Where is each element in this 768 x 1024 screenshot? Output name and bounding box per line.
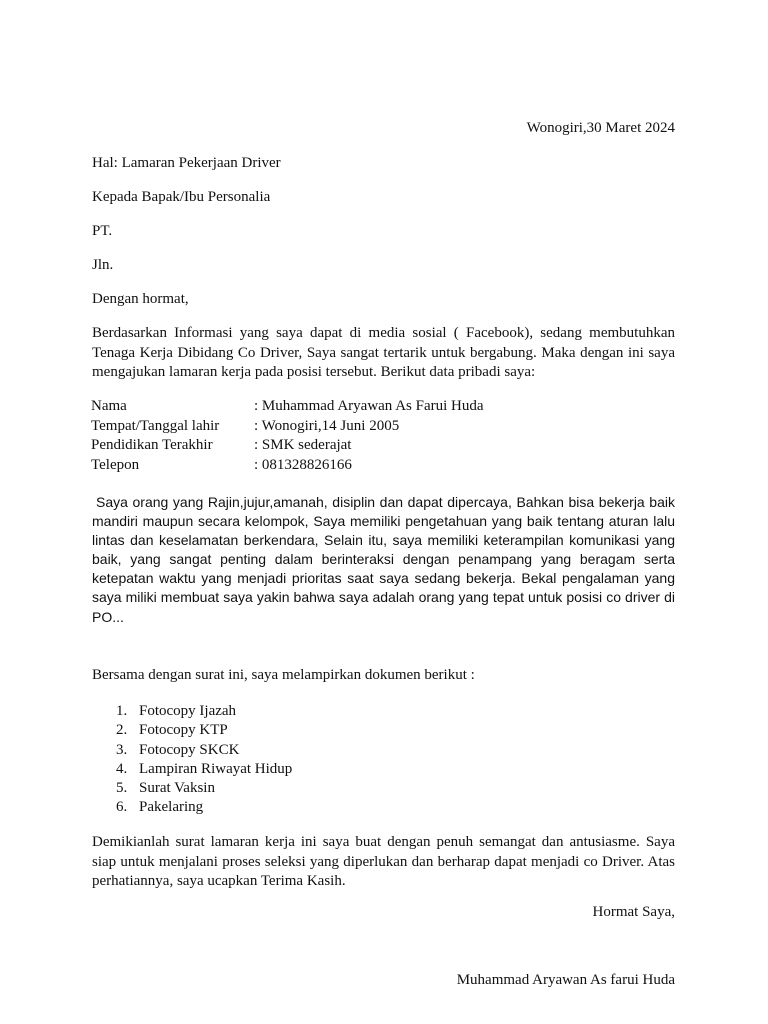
data-label: Nama (91, 398, 127, 414)
data-label: Pendidikan Terakhir (91, 437, 213, 454)
list-item (116, 779, 292, 798)
self-description-text: Saya orang yang Rajin,jujur,amanah, disiplin dan dapat dipercaya, Bahkan bisa bekerja baik mandiri maupun secara kelompok, Saya memiliki pengetahuan yang baik tentang aturan lalu lintas dan keselamatan berkendara, Selain itu, saya memiliki keterampilan komunikasi yang baik, yang sangat penting dalam berinteraksi dengan penampang yang beragam serta ketepatan waktu yang menjadi prioritas saat saya sedang bekerja. Bekal pengalaman yang saya miliki membuat saya yakin bahwa saya adalah orang yang tepat untuk posisi co driver di PO... (92, 494, 675, 625)
intro-paragraph: Berdasarkan Informasi yang saya dapat di media sosial ( Facebook), sedang membutuhkan Tenaga Kerja Dibidang Co Driver, Saya sangat tertarik untuk bergabung. Maka dengan ini saya mengajukan lamaran kerja pada posisi tersebut. Berikut data pribadi saya: (92, 325, 675, 380)
list-item (116, 798, 292, 817)
data-label: Tempat/Tanggal lahir (91, 417, 220, 434)
list-text: Fotocopy KTP (139, 722, 228, 739)
greeting: Dengan hormat, (92, 291, 189, 307)
recipient-line: Kepada Bapak/Ibu Personalia (92, 189, 271, 205)
list-text: Pakelaring (139, 799, 204, 816)
data-label: Telepon (91, 457, 140, 474)
list-item (116, 702, 292, 721)
data-value: : 081328826166 (254, 457, 352, 474)
list-text: Fotocopy SKCK (139, 741, 240, 758)
list-number: 5. (116, 780, 128, 797)
letter-subject: Hal: Lamaran Pekerjaan Driver (92, 155, 281, 171)
company-line: PT. (92, 223, 113, 239)
data-row-phone (91, 456, 484, 476)
list-number: 2. (116, 722, 128, 739)
list-item (116, 721, 292, 740)
list-text: Lampiran Riwayat Hidup (139, 760, 293, 777)
attachments-list (116, 702, 292, 818)
self-description-paragraph (92, 493, 675, 627)
data-row-name (91, 397, 484, 417)
list-number: 6. (116, 799, 128, 816)
attachments-intro: Bersama dengan surat ini, saya melampirkan dokumen berikut : (92, 667, 475, 683)
list-text: Surat Vaksin (139, 780, 215, 797)
list-item (116, 760, 292, 779)
list-item (116, 741, 292, 760)
data-value: : Muhammad Aryawan As Farui Huda (254, 398, 484, 414)
list-text: Fotocopy Ijazah (139, 703, 237, 719)
data-row-birth (91, 417, 484, 437)
list-number: 1. (116, 703, 128, 719)
data-value: : Wonogiri,14 Juni 2005 (254, 417, 400, 434)
closing-paragraph: Demikianlah surat lamaran kerja ini saya buat dengan penuh semangat dan antusiasme. Saya siap untuk menjalani proses seleksi yang diperlukan dan berharap dapat menjadi co Driver. Atas perhatiannya, saya ucapkan Terima Kasih. (92, 834, 675, 889)
personal-data-table (91, 397, 484, 476)
address-line: Jln. (92, 257, 114, 273)
list-number: 3. (116, 741, 128, 758)
list-number: 4. (116, 760, 128, 777)
data-row-education (91, 436, 484, 456)
data-value: : SMK sederajat (254, 437, 352, 454)
place-date: Wonogiri,30 Maret 2024 (526, 120, 675, 136)
signature-name: Muhammad Aryawan As farui Huda (456, 972, 675, 988)
sign-off: Hormat Saya, (592, 904, 675, 920)
